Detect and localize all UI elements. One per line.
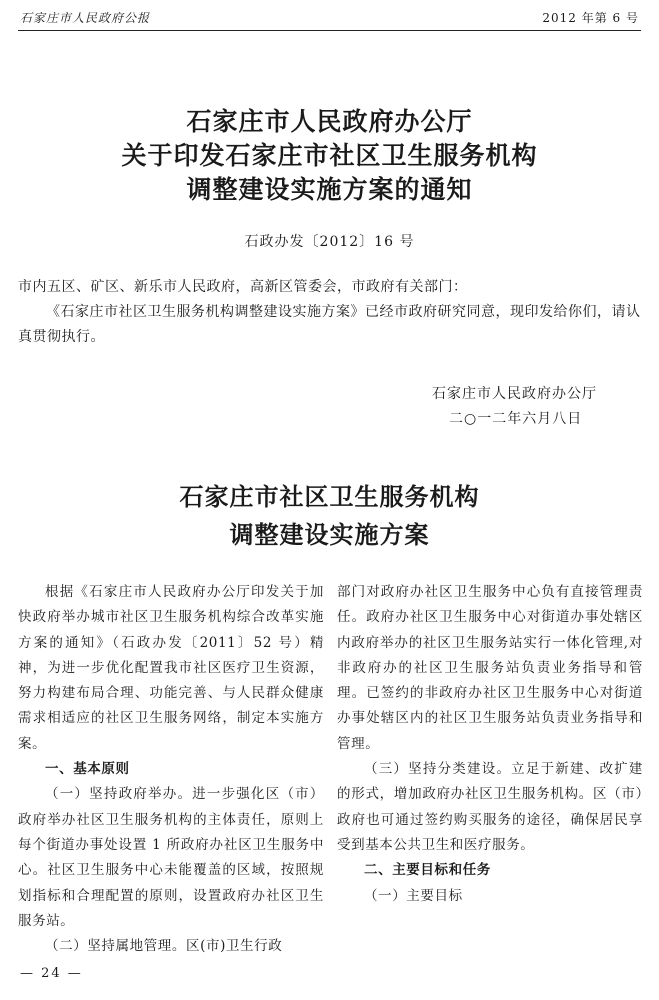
header-rule [18,30,641,31]
principle-2-cont: 部门对政府办社区卫生服务中心负有直接管理责任。政府办社区卫生服务中心对街道办事处辖区内政府举办的社区卫生服务站实行一体化管理,对非政府办的社区卫生服务站负责业务指导和管理。已签约的非政府办社区卫生服务中心对街道办事处辖区内的社区卫生服务站负责业务指导和管理。 [337,584,643,752]
right-column [337,580,643,909]
plan-title-line-2: 调整建设实施方案 [229,520,430,549]
plan-title-line-1: 石家庄市社区卫生服务机构 [179,482,480,511]
subsection-heading-1: （一）主要目标 [364,887,463,904]
notice-title-line-1: 石家庄市人民政府办公厅 [186,107,473,136]
principle-2-start: （二）坚持属地管理。区(市)卫生行政 [45,938,283,955]
left-column [18,580,324,959]
signature-org: 石家庄市人民政府办公厅 [432,386,597,402]
principle-3: （三）坚持分类建设。立足于新建、改扩建的形式，增加政府办社区卫生服务机构。区（市）政府也可通过签约购买服务的途径，确保居民享受到基本公共卫生和医疗服务。 [337,761,643,853]
section-heading-2: 二、主要目标和任务 [364,862,491,879]
signature-date: 二○一二年六月八日 [449,411,583,427]
issue-number: 2012 年第 6 号 [542,11,639,25]
notice-body: 《石家庄市社区卫生服务机构调整建设实施方案》已经市政府研究同意，现印发给你们，请认真贯彻执行。 [18,304,641,345]
page-number: — 24 — [20,966,83,981]
journal-name: 石家庄市人民政府公报 [20,11,151,25]
principle-1: （一）坚持政府举办。进一步强化区（市）政府举办社区卫生服务机构的主体责任，原则上每个街道办事处设置 1 所政府办社区卫生服务中心。社区卫生服务中心未能覆盖的区域，按照规划指标和合理配置的原则，设置政府办社区卫生服务站。 [18,786,324,929]
plan-intro: 根据《石家庄市人民政府办公厅印发关于加快政府举办城市社区卫生服务机构综合改革实施方案的通知》（石政办发〔2011〕52 号）精神，为进一步优化配置我市社区医疗卫生资源，努力构建布局合理、功能完善、与人民群众健康需求相适应的社区卫生服务网络，制定本实施方案。 [18,584,324,752]
section-heading-1: 一、基本原则 [45,761,130,778]
notice-title-line-3: 调整建设实施方案的通知 [186,175,473,204]
notice-title-line-2: 关于印发石家庄市社区卫生服务机构 [121,141,538,170]
document-number: 石政办发〔2012〕16 号 [244,234,415,250]
notice-addressee: 市内五区、矿区、新乐市人民政府，高新区管委会，市政府有关部门： [18,279,468,295]
